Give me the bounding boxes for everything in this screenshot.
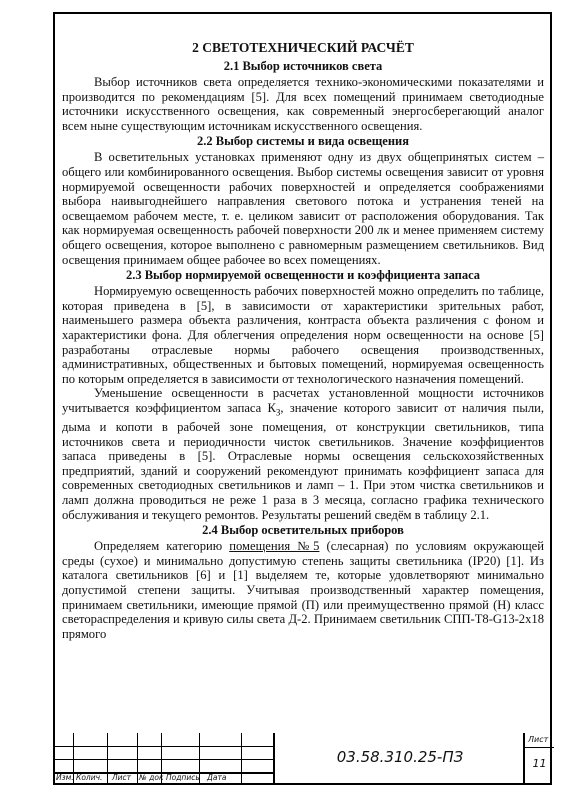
stamp-row-line (53, 746, 273, 747)
document-code-cell (273, 733, 525, 785)
stamp-column-line (107, 733, 108, 785)
stamp-label-doc: № док (139, 773, 164, 782)
sheet-separator (525, 747, 554, 748)
section-title: 2 СВЕТОТЕХНИЧЕСКИЙ РАСЧЁТ (192, 40, 414, 55)
subsection-2-1-title: 2.1 Выбор источников света (223, 59, 383, 73)
coefficient-subscript: З (275, 407, 281, 418)
stamp-label-quantity: Колич. (76, 773, 103, 782)
sheet-number: 11 (532, 757, 547, 770)
stamp-label-sheet: Лист (112, 773, 132, 782)
paragraph-2-4-end: (слесарная) по условиям окружающей среды (сухое) и минимально допустимую степень защиты светильника (IP20) [1]. Из каталога светильников [6] и [1] выделяем те, которые удовлетворяют минимально допустимой степени защиты. Учитывая производственный характер помещения, принимаем светильники, имеющие прямой (П) или преимущественно прямой (Н) класс светораспределения и кривую силы света Д-2. Принимаем светильник СПП-Т8-G13-2х18 прямого (62, 539, 544, 641)
stamp-column-line (241, 733, 242, 785)
paragraph-2-2: В осветительных установках применяют одну из двух общепринятых систем – общего или комбинированного освещения. Выбор системы освещения зависит от уровня нормируемой освещенности рабочих поверхностей и определяется соображениями выбора наивыгоднейшего направления светового потока и устранения теней на освещаемом рабочем месте, т. е. целиком зависит от расположения оборудования. Так как нормируемая освещенность рабочей поверхности 200 лк и менее применяем систему общего освещения, которое выполнено с равномерным размещением светильников. Вид освещения принимаем общее рабочее во всех помещениях. (62, 150, 544, 267)
paragraph-2-3-a: Нормируемую освещенность рабочих поверхностей можно определить по таблице, которая приведена в [5], в зависимости от характеристики зрительных работ, наименьшего размера объекта различения, контраста объекта различения с фоном и характеристики фона. Для облегчения определения норм освещенности на основе [5] разработаны отраслевые нормы рабочего освещения производственных, административных, общественных и бытовых помещений, нормируемая освещенность по которым определяется в зависимости от технологического назначения помещений. (62, 284, 544, 386)
stamp-column-line (137, 733, 138, 785)
stamp-row-line (53, 759, 273, 760)
stamp-label-signature: Подпись (166, 773, 200, 782)
paragraph-2-3-b (62, 386, 544, 522)
subsection-2-4-title: 2.4 Выбор осветительных приборов (202, 523, 404, 538)
document-code: 03.58.310.25-ПЗ (336, 748, 464, 766)
sheet-cell (523, 733, 554, 785)
paragraph-2-1: Выбор источников света определяется технико-экономическими показателями и производится по рекомендациям [5]. Для всех помещений принимаем светодиодные источники искусственного освещения, как современный энергосберегающий аналог всем ныне существующим источникам искусственного освещения. (62, 75, 544, 133)
sheet-label: Лист (528, 735, 549, 744)
subsection-2-3-title: 2.3 Выбор нормируемой освещенности и коэффициента запаса (125, 268, 481, 283)
title-block (53, 733, 552, 785)
document-body (62, 40, 544, 641)
paragraph-2-3-b-end: , значение которого зависит от наличия пыли, дыма и копоти в рабочей зоне помещения, от конструкции светильников, типа источников света и периодичности чисток светильников. Значение коэффициентов запаса приведены в [5]. Отраслевые нормы освещения сельскохозяйственных предприятий, зданий и сооружений рекомендуют принимать коэффициент запаса для современных светодиодных светильников и ламп – 1. При этом чистка светильников и ламп должна проводиться не реже 1 раза в 3 месяца, согласно графика технического обслуживания и текущего ремонтов. Результаты решений сведём в таблицу 2.1. (62, 400, 544, 522)
stamp-label-date: Дата (207, 773, 227, 782)
subsection-2-2-title: 2.2 Выбор системы и вида освещения (197, 134, 409, 149)
paragraph-2-4-start: Определяем категорию (94, 539, 230, 554)
paragraph-2-3-b-start: Уменьшение освещенности в расчетах установленной мощности источников учитывается коэффициентом запаса К (62, 386, 544, 415)
stamp-label-change: Изм. (56, 773, 74, 782)
paragraph-2-4 (62, 539, 544, 641)
room-reference: помещения №5 (229, 539, 320, 554)
